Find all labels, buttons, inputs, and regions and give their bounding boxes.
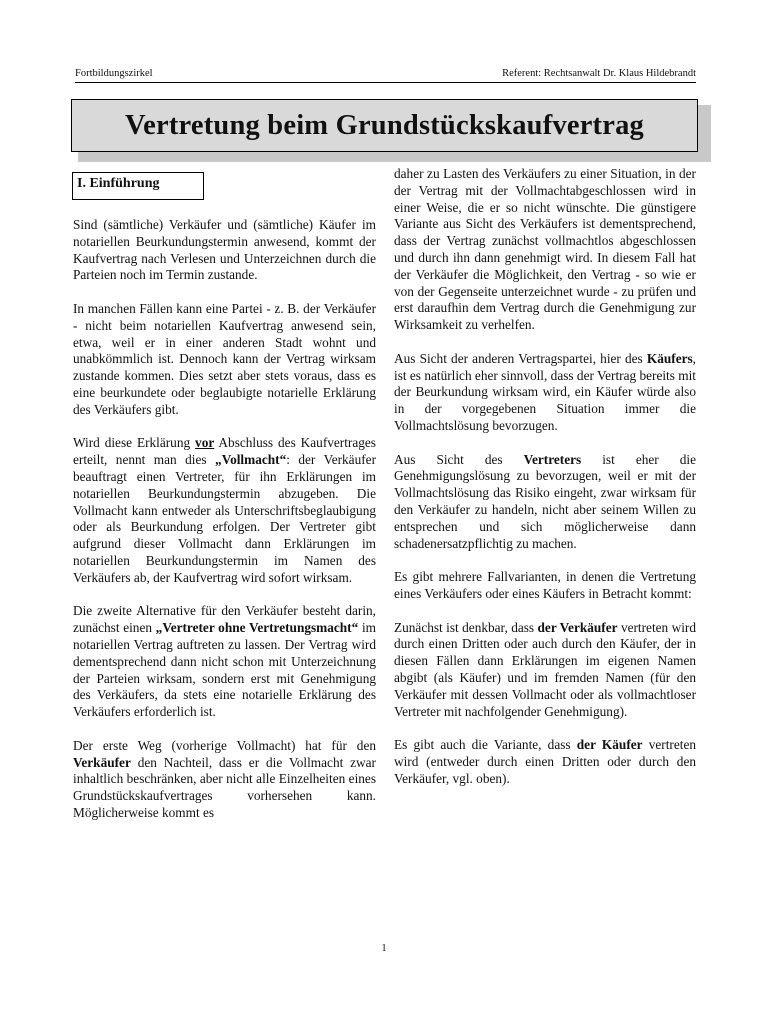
right-column	[394, 166, 696, 787]
paragraph: In manchen Fällen kann eine Partei - z. B. der Verkäufer - nicht beim notariellen Kaufvertrag anwesend sein, etwa, weil er in einer anderen Stadt wohnt und unabkömmlich ist. Dennoch kann der Vertrag wirksam zustande kommen. Dies setzt aber stets voraus, dass es eine beurkundete oder beglaubigte notarielle Erklärung des Verkäufers gibt.	[73, 300, 376, 417]
page-number: 1	[381, 943, 387, 954]
paragraph: daher zu Lasten des Verkäufers zu einer Situation, in der der Vertrag mit der Vollmachtabgeschlossen wird in einer Weise, die er so nicht wünschte. Die günstigere Variante aus Sicht des Verkäufers ist dementsprechend, dass der Vertrag zunächst vollmachtlos abgeschlossen und durch ihn dann genehmigt wird. In diesem Fall hat der Verkäufer die Möglichkeit, den Vertrag - so wie er von der Gegenseite unterzeichnet wurde - zu prüfen und erst daraufhin dem Vertrag durch die Genehmigung zur Wirksamkeit zu verhelfen.	[394, 166, 696, 333]
emphasis-vor: vor	[195, 435, 215, 451]
term-kaeufer: Käufers	[646, 350, 693, 366]
paragraph: Zunächst ist denkbar, dass der Verkäufer vertreten wird durch einen Dritten oder auch durch den Käufer, der in diesen Fällen dann Erklärungen im eigenen Namen abgibt (als Käufer) und im fremden Namen (für den Verkäufer mit dessen Vollmacht oder als vollmachtloser Vertreter mit nachfolgender Genehmigung).	[394, 619, 696, 719]
header-left-text: Fortbildungszirkel	[75, 68, 153, 79]
paragraph: Wird diese Erklärung vor Abschluss des Kaufvertrages erteilt, nennt man dies „Vollmacht“: der Verkäufer beauftragt einen Vertreter, für ihn Erklärungen im notariellen Beurkundungstermin abzugeben. Die Vollmacht kann entweder als Unterschriftsbeglaubigung oder als Beurkundung erfolgen. Der Vertreter gibt aufgrund dieser Vollmacht dann Erklärungen im notariellen Beurkundungstermin im Namen des Verkäufers ab, der Kaufvertrag wird sofort wirksam.	[73, 435, 376, 585]
term-der-verkaeufer: der Verkäufer	[537, 619, 618, 635]
term-vollmacht: „Vollmacht“	[215, 452, 287, 468]
title-box	[71, 99, 698, 152]
paragraph: Sind (sämtliche) Verkäufer und (sämtliche) Käufer im notariellen Beurkundungstermin anwesend, kommt der Kaufvertrag nach Verlesen und Unterzeichnen durch die Parteien noch im Termin zustande.	[73, 217, 376, 283]
section-heading: I. Einführung	[72, 172, 204, 200]
term-der-kaeufer: der Käufer	[576, 737, 643, 753]
paragraph: Aus Sicht des Vertreters ist eher die Genehmigungslösung zu bevorzugen, weil er mit der Vollmachtslösung das Risiko eingeht, zwar wirksam für den Verkäufer zu handeln, nicht aber seinem Willen zu entsprechen und sich möglicherweise dann schadenersatzpflichtig zu machen.	[394, 451, 696, 551]
left-column	[73, 217, 376, 822]
page-title: Vertretung beim Grundstückskaufvertrag	[124, 109, 644, 141]
paragraph: Es gibt mehrere Fallvarianten, in denen die Vertretung eines Verkäufers oder eines Käufers in Betracht kommt:	[394, 569, 696, 601]
term-vertreter: Vertreters	[523, 451, 582, 467]
paragraph: Der erste Weg (vorherige Vollmacht) hat für den Verkäufer den Nachteil, dass er die Vollmacht zwar inhaltlich beschränken, aber nicht alle Einzelheiten eines Grundstückskaufvertrages vorhersehen kann. Möglicherweise kommt es	[73, 737, 376, 820]
term-vertreter-ohne-vertretungsmacht: „Vertreter ohne Vertretungsmacht“	[155, 620, 359, 636]
header-right-text: Referent: Rechtsanwalt Dr. Klaus Hildebrandt	[502, 68, 696, 79]
term-verkaeufer: Verkäufer	[73, 754, 131, 770]
paragraph: Die zweite Alternative für den Verkäufer besteht darin, zunächst einen „Vertreter ohne Vertretungsmacht“ im notariellen Vertrag auftreten zu lassen. Der Vertrag wird dementsprechend dann nicht schon mit Unterzeichnung der Parteien wirksam, sondern erst mit Genehmigung des Verkäufers, da stets eine notarielle Erklärung des Verkäufers erforderlich ist.	[73, 603, 376, 720]
header-rule	[75, 82, 696, 83]
paragraph: Aus Sicht der anderen Vertragspartei, hier des Käufers, ist es natürlich eher sinnvoll, dass der Vertrag bereits mit der Beurkundung wirksam wird, ein Käufer würde also in der vorgegebenen Situation immer die Vollmachtslösung bevorzugen.	[394, 350, 696, 433]
paragraph: Es gibt auch die Variante, dass der Käufer vertreten wird (entweder durch einen Dritten oder durch den Verkäufer, vgl. oben).	[394, 737, 697, 786]
